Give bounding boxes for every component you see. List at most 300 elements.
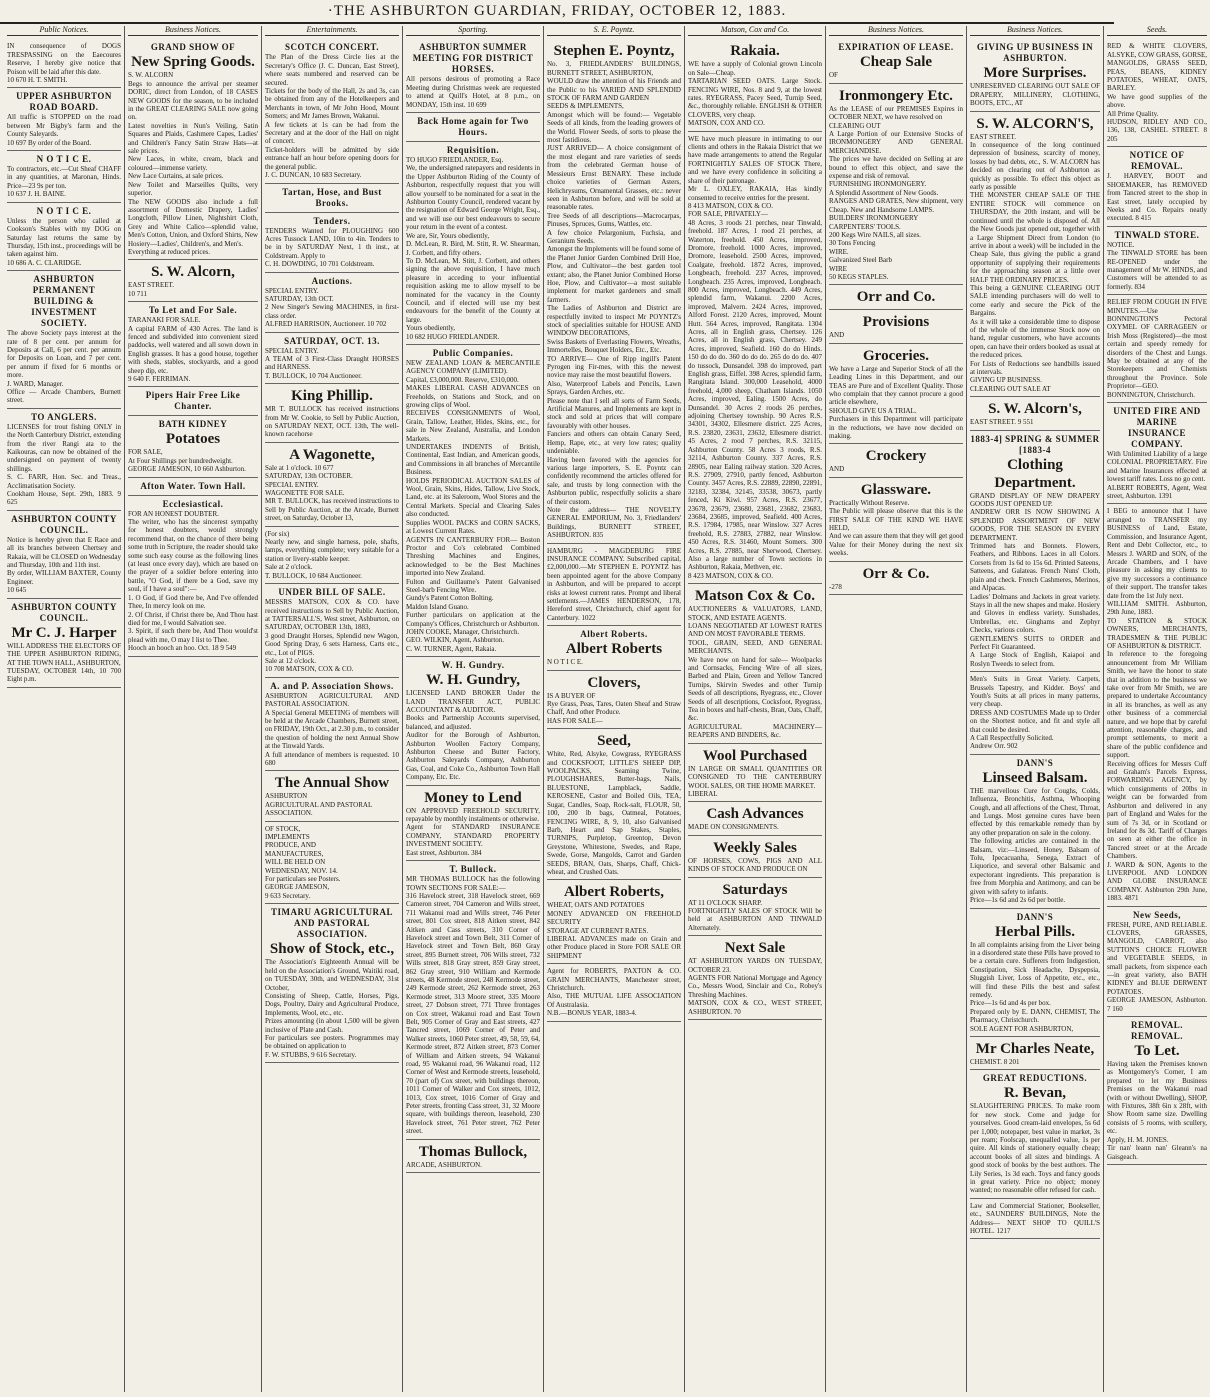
ad-display-line: R. Bevan, <box>1003 1085 1067 1102</box>
ad-text: AGRICULTURAL MACHINERY— REAPERS AND BINDERS, &c. <box>688 722 822 740</box>
advertisement <box>970 39 1100 111</box>
ad-text: OF HORSES, COWS, PIGS AND ALL KINDS OF STOCK AND PRODUCE ON <box>688 856 822 874</box>
advertisement <box>688 836 822 878</box>
ad-heading: Public Companies. <box>432 347 514 358</box>
ad-display-line: Albert Roberts, <box>564 884 664 901</box>
advertisement <box>265 771 399 821</box>
advertisement <box>547 544 681 627</box>
ad-text: FOR AN HONEST DOUBTER. <box>128 509 219 518</box>
ad-text: ANDREW ORR IS NOW SHOWING A SPLENDID ASSORTMENT OF NEW GOODS, FOR THE SEASON IN EVERY DEPARTMENT. <box>970 508 1100 542</box>
ad-heading: ASHBURTON SUMMER MEETING FOR DISTRICT HORSES. <box>412 42 534 75</box>
ad-text: New Lace Curtains, at sale prices. <box>128 172 224 181</box>
column-heading: Public Notices. <box>7 26 121 36</box>
ad-text: We are, Sir, Yours obediently, <box>406 231 490 240</box>
ad-heading: ASHBURTON COUNTY COUNCIL. <box>11 601 117 623</box>
column-1 <box>4 26 125 1392</box>
ad-text: TOOL, GRAIN, SEED, AND GENERAL MERCHANTS. <box>688 638 822 656</box>
advertisement <box>1107 147 1207 226</box>
advertisement <box>688 39 822 131</box>
advertisement <box>829 39 963 83</box>
ad-heading: GRAND SHOW OF <box>150 42 236 53</box>
ad-heading: ASHBURTON COUNTY COUNCIL. <box>11 513 117 535</box>
column-9 <box>1104 26 1210 1392</box>
advertisement <box>1107 39 1207 147</box>
advertisement <box>265 39 399 183</box>
ad-text: Fanciers and others can obtain Canary Seed, Hemp, Rape, etc., at very low rates; quality undeniable. <box>547 430 681 456</box>
advertisement <box>406 345 540 657</box>
advertisement <box>265 822 399 905</box>
ad-text: MR T. BULLOCK, has received instructions to Sell by Public Auction, at the Arcade, Burnett street, on Saturday, October 13, <box>265 497 399 523</box>
ad-text: JOHN COOKE, Manager, Christchurch. <box>406 627 520 636</box>
ad-text: Agent for ROBERTS, PAXTON & CO. GRAIN MERCHANTS, Manchester street, Christchurch. <box>547 967 681 992</box>
ad-text: IMPLEMENTS <box>265 833 310 842</box>
ad-text: CLEARING OUT <box>829 121 881 130</box>
ad-display-line: Cheap Sale <box>859 54 933 71</box>
ad-text: Purchasers in this Department will participate in the reductions, we have now decided on making. <box>829 415 963 440</box>
ad-heading: Albert Roberts. <box>580 629 648 640</box>
advertisement <box>406 1140 540 1173</box>
ad-text: We have good supplies of the above. <box>1107 92 1207 110</box>
ad-text: MAKES LIBERAL CASH ADVANCES on Freeholds, on Stations and Stock, and on growing clips of Wool. <box>406 384 540 409</box>
ad-text: East street, Ashburton. 384 <box>406 848 482 857</box>
column-3 <box>262 26 403 1392</box>
ad-display-line: S. W. Alcorn's, <box>988 401 1082 418</box>
ad-text: ON APPROVED FREEHOLD SECURITY, repayable by monthly instalments or otherwise. <box>406 806 540 824</box>
ad-text: A Special General MEETING of members will be held at the Arcade Chambers, Burnett street, on FRIDAY, 19th Oct., at 2.30 p.m., to consider the question of holding the next Annual Show at the Tinwald Yards. <box>265 708 399 751</box>
ad-text: GEORGE JAMESON, <box>265 883 330 892</box>
advertisement <box>406 786 540 861</box>
advertisement <box>1107 295 1207 403</box>
ad-text: HUDSON, RIDLEY AND CO., 136, 138, CASHEL STREET. 8 205 <box>1107 118 1207 143</box>
ad-text: A Call Respectfully Solicited. <box>970 734 1054 742</box>
ad-text: UNRESERVED CLEARING OUT SALE OF DRAPERY, MILLINERY, CLOTHING, BOOTS, ETC., AT <box>970 82 1100 108</box>
ad-display-line: Provisions <box>862 314 930 331</box>
advertisement <box>265 443 399 527</box>
ad-text: Unless the person who called at Cookson's Stables with my DOG on Saturday last returns the same by Thursday, 15th inst., proceedings will be taken against him. <box>7 216 121 259</box>
column-heading: Business Notices. <box>829 26 963 36</box>
ad-heading: UPPER ASHBURTON ROAD BOARD. <box>16 91 112 113</box>
ad-text: Cookham House, Sept. 29th, 1883. 9 625 <box>7 490 121 507</box>
ad-text: Latest novelties in Nun's Veiling, Satin Squares and Plaids, Cashmere Capes, Ladies' and Children's Fancy Satin Straw Hats—at sale prices. <box>128 121 258 156</box>
ad-text: 10 708 MATSON, COX & CO. <box>265 665 354 674</box>
ad-text: Rye Grass, Peas, Tares, Oaten Sheaf and Straw Chaff, And other Produce. <box>547 700 681 717</box>
ad-text: Swiss Baskets of Everlasting Flowers, Wreaths, Immortelles, Bouquet Holders, Etc., Etc. <box>547 337 681 355</box>
ad-heading: DANN'S <box>1016 757 1054 768</box>
ad-text: RECEIVES CONSIGNMENTS of Wool, Grain, Tallow, Leather, Hides, Skins, etc., for sale in New Zealand, Australia, and London Markets. <box>406 409 540 443</box>
column-2 <box>125 26 262 1392</box>
ad-text: We have now on hand for sale— Woolpacks and Cornsacks, Fencing Wire of all sizes, Barbed and Plain, Green and Yellow Tancred Turnips, Skirvin Swedes and other Turnip Seeds of all descriptions, Ryegrass, etc., Clover Seeds of all descriptions, Cocksfoot, Ryegrass, Tea in boxes and half-chests, Bran, Oats, Chaff, &c. <box>688 655 822 723</box>
ad-text: With Unlimited Liability of a large COLONIAL PROPRIETARY. Fire and Marine Insurances effected at lowest tariff rates. Loss no go cent. <box>1107 450 1207 484</box>
ad-text: As it will take a considerable time to dispose of the whole of the immense Stock now on hand, regular customers, who have accounts open, can have their orders booked as usual at the reduced prices. <box>970 317 1100 360</box>
advertisement <box>970 672 1100 755</box>
ad-text: SPECIAL ENTRY. <box>265 286 319 295</box>
ad-text: Also, THE MUTUAL LIFE ASSOCIATION Of Australasia. <box>547 992 681 1009</box>
ad-heading: SATURDAY, OCT. 13. <box>284 335 380 346</box>
ad-text: 8 423 MATSON, COX & CO. <box>688 571 773 580</box>
advertisement <box>547 671 681 730</box>
ad-text: SOLE AGENT FOR ASHBURTON, <box>970 1024 1074 1033</box>
ad-text: Ladies' Dolmans and Jackets in great variety. Stays in all the new shapes and make. Hosiery and Gloves in endless variety. Sunshades, Umbrellas, etc. Ginghams and Zephyr Checks, various colors. <box>970 592 1100 635</box>
ad-text: The Public will please observe that this is the FIRST SALE OF THE KIND WE HAVE HELD, <box>829 507 963 533</box>
ad-text: Notice is hereby given that E Race and all its branches between Chertsey and Rakaia, will be CLOSED on Wednesday and Thursday, 10th and 11th inst. <box>7 535 121 570</box>
ad-text: Supplies WOOL PACKS and CORN SACKS, at Lowest Current Rates. <box>406 518 540 536</box>
ad-text: ASSOCIATION. <box>265 809 313 818</box>
ad-text: Ticket-holders will be admitted by side entrance half an hour before opening doors for the general public. <box>265 145 399 171</box>
ad-text: MESSRS MATSON, COX & CO. have received instructions to Sell by Public Auction, at TATTERSALL'S, West street, Ashburton, on SATURDAY, OCTOBER 13th, 1883, <box>265 598 399 632</box>
ad-heading: Afton Water. Town Hall. <box>140 480 246 491</box>
column-heading: S. E. Poyntz. <box>547 26 681 36</box>
ad-heading: 1883-4] SPRING & SUMMER [1883-4 <box>970 433 1100 455</box>
ad-text: All persons desirous of promoting a Race Meeting during Christmas week are requested to attend at Quill's Hotel, at 8 p.m., on MONDAY, 15th inst. 10 699 <box>406 75 540 109</box>
ad-text: THE marvellous Cure for Coughs, Colds, Influenza, Bronchitis, Asthma, Whooping Cough, and all affections of the Chest, Throat, and Lungs. Most genuine cures have been effected by this remarkable remedy than by any other preparation on sale in the colony. <box>970 786 1100 837</box>
ad-heading: UNITED FIRE AND MARINE INSURANCE COMPANY. <box>1113 406 1201 450</box>
ad-display-line: A Wagonette, <box>289 446 375 463</box>
advertisement <box>547 39 681 543</box>
ad-text: Agent for STANDARD INSURANCE COMPANY, STANDARD PROPERTY INVESTMENT SOCIETY. <box>406 823 540 849</box>
advertisement <box>547 729 681 880</box>
advertisement <box>128 260 258 302</box>
ad-text: Andrew Orr. 902 <box>970 742 1018 751</box>
ad-text: WILL ADDRESS THE ELECTORS OF THE UPPER ASHBURTON RIDING, AT THE TOWN HALL, ASHBURTON, <box>7 641 121 667</box>
advertisement <box>970 1199 1100 1240</box>
ad-text: For particulars see posters. Programmes may be obtained on application to <box>265 1033 399 1051</box>
ad-text: IS A BUYER OF <box>547 691 596 700</box>
advertisement <box>970 755 1100 909</box>
ad-text: At Four Shillings per hundredweight. <box>128 456 233 465</box>
ad-text: AT 11 O'CLOCK SHARP. <box>688 898 762 907</box>
ad-display-line: Saturdays <box>722 881 788 898</box>
ad-text: Tir nan' leann nan' Gleann's na Gaisgeach. <box>1107 1144 1207 1161</box>
ad-text: 1. O God, if God there be, And I've offended Thee, In mercy look on me. <box>128 593 258 611</box>
ad-text: Mr L. OXLEY, RAKAIA, Has kindly consented to receive entries for the present. <box>688 185 822 202</box>
ad-text: FURNISHING IRONMONGERY. <box>829 180 927 189</box>
ad-text: All Prime Quality. <box>1107 109 1159 118</box>
ad-text: Trimmed hats and Bonnets. Flowers, Feathers, and Ribbons. Laces in all Colors. Corsets from 1s 6d to 15s 6d. Printed Sateens, Satteens, and Galateas. French Nuns' Cloth, plain and check. French Cashmeres, Merinos, and Alpacas. <box>970 542 1100 593</box>
column-7 <box>826 26 967 1392</box>
ad-text: 50 KEGS STAPLES. <box>829 272 889 281</box>
column-heading: Business Notices. <box>970 26 1100 36</box>
ad-display-line: Rakaia. <box>730 43 780 60</box>
ad-display-line: Groceries. <box>863 347 929 364</box>
ad-text: Begs to announce the arrival per steamer DORIC, direct from London, of 18 CASES NEW GOODS for the season, to be included in the GREAT CLEARING SALE now going on. <box>128 79 258 122</box>
ad-text: EAST STREET. 9 551 <box>970 418 1034 427</box>
ad-text: LIBERAL <box>688 789 718 798</box>
advertisement <box>128 416 258 477</box>
ad-text: New Toilet and Marseilles Quilts, very superior. <box>128 180 258 198</box>
ad-heading: UNDER BILL OF SALE. <box>278 587 386 598</box>
ad-text: Prepared only by E. DANN, CHEMIST, The Pharmacy, Christchurch. <box>970 1007 1100 1025</box>
ad-text: The Ladies of Ashburton and District are respectfully invited to inspect Mr POYNTZ's stock of specialities suitable for HOUSE AND WINDOW DECORATIONS, <box>547 304 681 338</box>
ad-text: The above Society pays interest at the rate of 8 per cent. per annum for Deposits at Call, 6 per cent. per annum for Deposits on Loan, and 7 per cent. per annum if fixed for 6 months or more. <box>7 329 121 380</box>
ad-display-line: Orr and Co. <box>856 289 936 306</box>
ad-text: TO HUGO FRIEDLANDER, Esq. <box>406 156 504 165</box>
ad-heading: TO ANGLERS. <box>31 411 97 422</box>
ad-display-line: S. W. Alcorn, <box>151 264 235 281</box>
ad-text: S. C. FARR, Hon. Sec. and Treas., Acclimatisation Society. <box>7 473 121 490</box>
ad-text: 3. Spirit, if such there be, And Thou would'st plead with me, O may I list to Thee. <box>128 627 258 644</box>
advertisement <box>829 444 963 477</box>
ad-text: For Lists of Reductions see handbills issued at intervals. <box>970 359 1100 376</box>
ad-text: A few choice Pelargonium, Fuchsia, and Geranium Seeds. <box>547 228 681 245</box>
ad-text: AGENTS IN CANTERBURY FOR— Boston Proctor and Co's celebrated Combined Threshing Machines and Engines, acknowledged to be the Best Machines imported into New Zealand. <box>406 535 540 578</box>
ad-text: ALFRED HARRISON, Auctioneer. 10 702 <box>265 320 387 329</box>
ad-text: Note the address— THE NOVELTY GENERAL EMPORIUM, No. 3, Friedlanders' Buildings, BURNETT STREET, ASHBURTON. 835 <box>547 505 681 540</box>
ad-heading: GREAT REDUCTIONS. <box>982 1073 1088 1084</box>
ad-text: JUST ARRIVED— A choice consignment of the most elegant and rare varieties of seeds from the celebrated German house of Messieurs Ernst BENARY. These include choice varieties of German Asters, Helichrysums, Ornamental Grasses, etc.: never seen in Ashburton before, and will be sold at reasonable rates. <box>547 144 681 212</box>
ad-text: IN consequence of DOGS TRESPASSING on the Eaecoures Reserve, I hereby give notice that Poison will be laid after this date. <box>7 42 121 76</box>
ad-text: C. W. TURNER, Agent, Rakaia. <box>406 644 497 653</box>
advertisement <box>128 39 258 260</box>
ad-text: Galvanized Steel Barb <box>829 256 892 265</box>
ad-text: By order, WILLIAM BAXTER, County Engineer. <box>7 569 121 586</box>
ad-text: -278 <box>829 582 842 591</box>
ad-text: White, Red, Alsyke, Cowgrass, RYEGRASS and COCKSFOOT, LITTLE'S SHEEP DIP, WOOLPACKS, Seaming Twine, PLOUGHSHARES, Butter-bags, Nails, BLUESTONE, Lampblack, Saddle, KEROSENE, Castor and Boiled Oils, TEA, Sugar, Candles, Soap, Rock-salt, FLOUR, 50, 100, 200 lb bags, Oatmeal, Potatoes, FENCING WIRE, 8, 9, 10, also Galvanised Barb, Heart and Sap Stakes, Staples, TURNIPS, Purpletop, Greentop, Devon Greystone, Whitestone, Swedes, and Rape, Swede, Gorse, Mangolds, Carrot and Garden SEEDS, BRAN, Oats, Sharps, Chaff, Chick-wheat, and Crushed Oats. <box>547 750 681 876</box>
ad-display-line: Weekly Sales <box>713 839 797 856</box>
ad-display-line: Clothing Department. <box>994 456 1076 491</box>
ad-text: C. H. DOWDING, 10 701 Coldstream. <box>265 260 375 269</box>
ad-text: Nearly new, and single harness, pole, shafts, lamps, everything complete; very suitable for a station or livery-stable keeper. <box>265 538 399 563</box>
advertisement <box>265 384 399 443</box>
ad-text: TO ARRIVE— One of Ripp ingill's Patent Pyrogen ing Fir-mes, with this the newest novice may raise the most beautiful flowers. <box>547 354 681 380</box>
ad-text: AND <box>829 465 845 474</box>
ad-heading: SCOTCH CONCERT. <box>284 42 380 53</box>
advertisement <box>970 397 1100 430</box>
ad-text: This being a GENUINE CLEARING OUT SALE intending purchasers will do well to come early and secure the Pick of the Bargains. <box>970 283 1100 318</box>
ad-text: LICENSES for trout fishing ONLY in the North Canterbury District, extending from the river Rangi ata to the Kaikouras, can now be obtained of the undersigned on payment of twenty shillings. <box>7 422 121 473</box>
ad-text: Sale at 1 o'clock. 10 677 <box>265 463 334 472</box>
advertisement <box>128 387 258 416</box>
advertisement <box>829 84 963 286</box>
ad-text: ASHBURTON <box>265 792 308 801</box>
ad-text: No. 3, FRIEDLANDERS' BUILDINGS, BURNETT STREET, ASHBURTON, <box>547 60 681 77</box>
ad-text: FORTNIGHTLY SALES OF STOCK Will be held at ASHBURTON AND TINWALD Alternately. <box>688 906 822 932</box>
advertisement <box>970 909 1100 1037</box>
advertisement <box>1107 403 1207 504</box>
ad-display-line: New Spring Goods. <box>131 54 255 71</box>
ad-text: HAS FOR SALE— <box>547 716 603 725</box>
ad-heading: NOTICE OF REMOVAL. <box>1129 150 1185 172</box>
ad-display-line: Crockery <box>865 448 927 465</box>
advertisement <box>688 802 822 835</box>
ad-heading: TINWALD STORE. <box>1114 229 1200 240</box>
ad-text: FOR SALE, <box>128 448 163 457</box>
ad-heading: N O T I C E. <box>36 154 92 165</box>
ad-text: New Laces, in white, cream, black and coloured—immense variety. <box>128 155 258 172</box>
advertisement <box>829 310 963 343</box>
ad-text: Having taken the Premises known as Montgomery's Corner, I am prepared to let my Business Premises on the Wakanui road (with or without Dwelling), SHOP, with Fixtures, 38ft 6in x 28ft, with Show Room same size. Dwelling consists of 5 rooms, with scullery, etc. <box>1107 1060 1207 1136</box>
ad-text: Gundy's Patent Cotton Bolting. <box>406 594 494 603</box>
column-heading: Seeds. <box>1107 26 1207 36</box>
ad-text: Price—1s 6d and 4s per box. <box>970 999 1051 1008</box>
ad-text: MADE ON CONSIGNMENTS. <box>688 823 779 832</box>
ad-text: HOLDS PERIODICAL AUCTION SALES of Wool, Grain, Skins, Hides, Tallow, Live Stock, Land, etc. at its Saleroom, Wool Stores and the Central Markets. Special and Clearing Sales also conducted. <box>406 476 540 519</box>
ad-text: GEO. WILKIN, Agent, Ashburton. <box>406 636 505 645</box>
ad-text: The Plan of the Dress Circle lies at the Secretary's Office (J. C. Duncan, East Street), where seats numbered and reserved can be secured. <box>265 53 399 87</box>
ad-text: Apply, H. M. JONES. <box>1107 1135 1169 1144</box>
ad-text: 2 New Singer's Sewing MACHINES, in first-class order. <box>265 303 399 320</box>
advertisement <box>970 1070 1100 1198</box>
ad-text: FRESH, PURE, AND RELIABLE. CLOVERS, GRASSES, MANGOLD, CARROT, also SUTTON'S CHOICE FLOWER and VEGETABLE SEEDS, in small packets, from sixpence each—in great variety, also BATH KIDNEY and BLUE DERWENT POTATOES. <box>1107 920 1207 996</box>
ad-heading: REMOVAL. REMOVAL. <box>1130 1020 1184 1042</box>
ad-text: SHOULD GIVE US A TRIAL. <box>829 406 917 415</box>
advertisement <box>1107 907 1207 1017</box>
ad-heading: T. Bullock. <box>449 864 497 875</box>
ad-text: RANGES AND GRATES, New shipment, very Cheap. New and Handsome LAMPS. <box>829 197 963 214</box>
advertisement <box>265 904 399 1063</box>
ad-heading: Back Home again for Two Hours. <box>417 116 529 138</box>
advertisement <box>265 678 399 772</box>
ad-heading: To Let and For Sale. <box>148 305 238 316</box>
ad-text: (For six) <box>265 529 290 538</box>
ad-text: BUILDERS' IRONMONGERY <box>829 214 919 223</box>
ad-heading: Tenders. <box>313 215 351 226</box>
ad-text: Office — Arcade Chambers, Burnett street. <box>7 387 121 405</box>
ad-text: In reference to the foregoing announcement from Mr William Smith, we have the honor to state that in addition to the business we take over from Mr Smith, we are prepared to undertake Accountancy in all its branches, as well as any other business of a commercial nature, and we hope that by careful attention, reasonable charges, and prompt settlements, to merit a share of the public confidence and support. <box>1107 650 1207 760</box>
ad-text: N.B.—BONUS YEAR, 1883-4. <box>547 1009 637 1018</box>
ad-text: HAMBURG - MAGDEBURG FIRE INSURANCE COMPANY. Subscribed capital, £2,000,000.—Mr STEPHEN E. POYNTZ has been appointed agent for the above Company in Ashburton, and will be prepared to accept risks at lowest current rates. Prompt and liberal settlements.—JAMES HENDERSON, 178, Hereford street, Christchurch, chief agent for Canterbury. 1022 <box>547 546 681 622</box>
ad-display-line: Orr & Co. <box>862 565 930 582</box>
ad-text: S. W. ALCORN <box>128 71 174 80</box>
advertisement <box>265 527 399 584</box>
column-heading: Matson, Cox and Co. <box>688 26 822 36</box>
ad-display-line: More Surprises. <box>983 65 1087 82</box>
ad-text: NEW ZEALAND LOAN & MERCANTILE AGENCY COMPANY (LIMITED). <box>406 358 540 376</box>
ad-text: WILLIAM SMITH. Ashburton, 29th June, 1883. <box>1107 599 1207 617</box>
ad-text: Also, Waterproof Labels and Pencils, Lawn Sprays, Garden Arches, etc. <box>547 379 681 397</box>
advertisement <box>547 880 681 964</box>
ad-text: GEORGE JAMESON, Ashburton. 7 160 <box>1107 996 1207 1013</box>
ad-heading: Requisition. <box>446 145 500 156</box>
ad-display-line: Wool Purchased <box>702 747 808 764</box>
ad-text: 48 Acres, 3 roods 21 perches, near Tinwald, freehold. 187 Acres, 1 rood 21 perches, at Waterton, freehold. 450 Acres, improved, Dromore, freehold. 1000 Acres, improved, Dromore, leasehold. 2500 Acres, improved, Coalgate, freehold. 1872 Acres, improved, Longbeach, freehold. 237 Acres, improved, Longbeach. 235 Acres, improved, Longbeach. 800 Acres, improved, Longbeach. 449 Acres, splendid farm, Wakanui. 2200 Acres, improved, Malvern. 2424 Acres, improved, Alford Forest. 2120 Acres, improved, Mount Hutt. 564 Acres, improved, Rangitata. 1304 Acres, all in English grass, Chertsey. 126 Acres, all in English grass, Chertsey. 249 Acres, improved, Seafield. 160 do do Hinds. 150 do do do. 360 do do do. 265 do do do. 407 do tussock, Dunsandel. 398 do improved, part English grass, Eiffel. 398 Acres, splendid farm, Rangitata Island. 300,000 Leasehold, 4000 freehold, 4,000 sheep, Chatham Islands. 1050 Acres, improved, Ealing. 1500 Acres, do Dunsandel. 30 Acres 2 roods 26 perches, adjoining Chertsey township. 90 Acres R.S. 34301, 34302, Ellesmere district. 225 Acres, R.S. 23820, 23631, 23632, Ellesmere district. 45 Acres, 2 rood 7 perches, R.S. 32115, Ashburton County. 58 Acres 3 roods, R.S. 32114, Ashburton County. 337 Acres, R.S. 28905, near Ealing railway station. 320 Acres, R.S. 27909, 27910, partly fenced, Ashburton County. 3457 Acres, R.S. 22889, 22890, 22891, 32183, 32384, 32145, 33538, 30673, partly fenced, Ki Kiwi. 957 Acres, R.S. 23677, 23678, 23679, 23680, 23681, 23682, 23683, 23684, 23685, improved, Seafield. 400 Acres, R.S. 17984, 17985, near Winslow. 327 Acres freehold, R.S. 27883, 27882, near Winslow. 450 Acres, R.S. 31460, Mount Somers. 300 Acres, R.S. 27885, near Sherwood, Chertsey. Also a large number of Town sections in Ashburton, Rakaia, Methven, etc. <box>688 218 822 572</box>
ad-text: SATURDAY, 13th OCT. <box>265 294 334 303</box>
ad-text: Maldon Island Guano. <box>406 602 469 611</box>
ad-text: TO STATION & STOCK OWNERS, MERCHANTS, TRADESMEN & THE PUBLIC OF ASHBURTON & DISTRICT. <box>1107 616 1207 650</box>
ad-text: Please note that I sell all sorts of Farm Seeds, Artificial Manures, and Implements are kept in stock and sold at prices that will compare favourably with other houses. <box>547 396 681 430</box>
ad-text: N O T I C E. <box>547 658 583 667</box>
advertisement <box>688 744 822 803</box>
advertisement <box>265 584 399 678</box>
ad-text: D. McLean, R. Bird, M. Stitt, R. W. Shearman, J. Corbett, and fifty others. <box>406 240 540 257</box>
ad-text: Law and Commercial Stationer, Bookseller, etc., SAUNDERS' BUILDINGS, Note the Address— NEXT SHOP TO QUILL'S HOTEL. 1217 <box>970 1201 1100 1236</box>
ad-heading: EXPIRATION OF LEASE. <box>838 42 954 53</box>
ad-text: Hooch an hooch an hoo. Oct. 18 9 549 <box>128 644 237 653</box>
advertisement <box>1107 504 1207 906</box>
ad-display-line: Mr C. J. Harper <box>11 624 117 641</box>
ad-text: 316 Havelock street, 318 Havelock street, 669 Cameron street, 704 Cameron and Wills street, 711 Wakanui road and Wills street, 746 Peter street, 801 Cox street, 818 Aitken street, 842 Aitken and Cass streets, 310 Corner of Havelock street and Town Belt, 311 Corner of Havelock street and Town Belt, 860 Gray street, 895 Burnett street, 706 Wills street, 732 Wills street, 818 Gray street, 859 Gray street, 862 Gray street, 910 William and Kermode streets, 48 Kermode street, 248 Kermode street, 249 Kermode street, 262 Kermode street, 263 Kermode street, 313 Moore street, 335 Moore street, 27 Dobson street, 771 Three frontages on Cox street, Wakanui road and East Town Belt, 905 Corner of Gray and East streets, 427 Tancred street, 1069 Corner of Peter and Walker streets, 1060 Peter street, 49, 58, 59, 64, Kermode street, 872 Aitken street, 873 Corner of William and Aitken streets, 94 Wakanui road, 95 Wakanui road, 96 Wakanui road, 112 Corner of West and Kermode streets, leasehold, 70 (part of) Cox street, with buildings thereon, 1011 Corner of Walker and Cox streets, 1012, 1013, Cox street, 1016 Corner of Gray and Peter streets, fronting Cass street, 31, 32 Moore square, with buildings thereon, leasehold, 230 Havelock street, 761 Peter street, 762 Peter street. <box>406 891 540 1136</box>
ad-text: OF <box>829 71 838 80</box>
ad-text: WHEAT, OATS AND POTATOES <box>547 901 645 910</box>
ad-text: LOANS NEGOTIATED AT LOWEST RATES AND ON MOST FAVORABLE TERMS. <box>688 622 822 639</box>
ad-heading: A. and P. Association Shows. <box>270 680 394 691</box>
advertisement <box>7 151 121 203</box>
ad-heading: Ecclesiastical. <box>162 498 224 509</box>
ad-text: LIBERAL ADVANCES made on Grain and other Produce placed in Store FOR SALE OR SHIPMENT <box>547 934 681 960</box>
ad-text: IN LARGE OR SMALL QUANTITIES OR CONSIGNED TO THE CANTERBURY WOOL SALES, OR THE HOME MARKET. <box>688 764 822 790</box>
ad-text: All traffic is STOPPED on the road between Mr Bigby's farm and the County Saleyards. <box>7 113 121 139</box>
ad-text: Amongst which will be found:— Vegetable Seeds of all kinds, from the leading growers of the World. Flower Seeds, of sorts to please the most fastidious. <box>547 110 681 145</box>
ad-text: 9 640 F. FERRIMAN. <box>128 375 191 383</box>
ad-text: RELIEF FROM COUGH IN FIVE MINUTES.—Use BONNINGTON'S Pectoral OXYMEL OF CARRAGEEN or Irish Moss (Registered)—the most certain and speedy remedy for disorders of the Chest and Lungs. May be obtained at any of the Storekeepers and Chemists throughout the Province. Sole Proprietor—GEO. BONNINGTON, Christchurch. <box>1107 298 1207 399</box>
advertisement <box>688 936 822 1020</box>
ad-heading: Auctions. <box>311 275 353 286</box>
ad-heading: TIMARU AGRICULTURAL AND PASTORAL ASSOCIATION. <box>271 907 393 940</box>
ad-text: We have a Large and Superior Stock of all the Leading Lines in this Department, and our TEAS are Pure and of Excellent Quality. Those who complain that they cannot procure a good article elsewhere, <box>829 364 963 407</box>
advertisement <box>128 496 258 657</box>
ad-text: SLAUGHTERING PRICES. To make room for new stock. Come and judge for yourselves. Good cream-laid envelopes, 5s 6d per 1,000; notepaper, best value in market, 3s per ream; Foolscap, unequalled value, 1s per quire. All kinds of stationery equally cheap; account books of all sizes and bindings. A good stock of books by the best authors. The Lily Series, 1s 3d each. Toys and fancy goods in great variety. Price no object; money wanted; no reasonable offer refused for cash. <box>970 1102 1100 1195</box>
ad-display-line: Ironmongery Etc. <box>839 87 953 104</box>
ad-text: A Large Portion of our Extensive Stocks of IRONMONGERY AND GENERAL MERCHANDISE. <box>829 130 963 155</box>
ad-text: WEDNESDAY, NOV. 14. <box>265 866 338 875</box>
ad-text: EAST STREET. <box>970 132 1017 141</box>
ad-text: TUESDAY, OCTOBER 14th, 10 700 Eight p.m. <box>7 666 121 684</box>
advertisement <box>265 184 399 213</box>
ad-text: PRODUCE, AND <box>265 841 316 850</box>
ad-text: MR THOMAS BULLOCK has the following TOWN SECTIONS FOR SALE:— <box>406 875 540 892</box>
ad-text: GRAND DISPLAY OF NEW DRAPERY GOODS JUST OPENED UP. <box>970 491 1100 509</box>
column-8 <box>967 26 1104 1392</box>
ad-text: Sale at 2 o'clock. <box>265 563 313 572</box>
ad-text: J. HARVEY, BOOT and SHOEMAKER, has REMOVED from Tancred street to the shop in East street, lately occupied by Neeks and Co. Repairs neatly executed. 8 415 <box>1107 172 1207 223</box>
advertisement <box>688 878 822 937</box>
ad-text: WE have much pleasure in intimating to our clients and others in the Rakaia District that we have made arrangements to attend the Regular FORTNIGHTLY SALES OF STOCK There, and we have every confidence in soliciting a share of their patronage. <box>688 134 822 185</box>
ad-text: AND <box>829 331 845 340</box>
advertisement <box>265 213 399 273</box>
ad-text: Practically Without Reserve. <box>829 498 910 507</box>
ad-display-line: W. H. Gundry, <box>425 672 521 689</box>
ad-text: AUCTIONEERS & VALUATORS, LAND, STOCK, AND ESTATE AGENTS. <box>688 605 822 622</box>
ad-heading: Tartan, Hose, and Bust Brooks. <box>282 186 382 208</box>
ad-text: 2. Of Christ, if Christ there be, And Thou hast died for me, I would Salvation see. <box>128 610 258 627</box>
ad-text: A Large Stock of English, Kaiapoi and Roslyn Tweeds to select from. <box>970 651 1100 668</box>
ad-display-line: Money to Lend <box>424 789 522 806</box>
ad-text: WE have a supply of Colonial grown Lincoln on Sale—Cheap. <box>688 60 822 77</box>
ad-display-line: Potatoes <box>165 431 221 448</box>
ad-display-line: Show of Stock, etc., <box>269 941 395 958</box>
ad-text: WAGONETTE FOR SALE. <box>265 489 345 498</box>
advertisement <box>7 409 121 511</box>
ad-text: As the LEASE of our PREMISES Expires in OCTOBER NEXT, we have resolved on <box>829 104 963 122</box>
ad-text: WIRE <box>829 264 847 273</box>
masthead: ·THE ASHBURTON GUARDIAN, FRIDAY, OCTOBER 12, 1883. <box>0 0 1114 24</box>
ad-text: RED & WHITE CLOVERS, ALSYKE, COW GRASS, GORSE, MANGOLDS, GRASS SEED, PEAS, BEANS, KIDNEY POTATOES, WHEAT, OATS, BARLEY. <box>1107 42 1207 93</box>
ad-display-line: Next Sale <box>724 940 786 957</box>
ad-text: Tree Seeds of all descriptions—Macrocarpas, Pinuses, Spruces, Gums, Wattles, etc. <box>547 211 681 229</box>
ad-text: A capital FARM of 430 Acres. The land is fenced and subdivided into convenient sized paddocks, well watered and all sown down in English grasses. It has a good house, together with sheds, stables, stockyards, and a good sheep dip, etc. <box>128 324 258 375</box>
ad-text: ASHBURTON AGRICULTURAL AND PASTORAL ASSOCIATION. <box>265 691 399 709</box>
advertisement <box>406 657 540 785</box>
ad-display-line: S. W. ALCORN'S, <box>976 115 1094 132</box>
ad-text: And we can assure them that they will get good Value for their Money during the next six weeks. <box>829 532 963 558</box>
ad-display-line: Herbal Pills. <box>995 923 1075 940</box>
ad-text: CLEARING OUT SALE AT <box>970 384 1051 393</box>
ad-text: To contractors, etc.—Cut Sheaf CHAFF in any quantities, at Maronan, Hinds. Price—23 9s per ton. <box>7 165 121 190</box>
ad-text: FOR SALE, PRIVATELY— <box>688 210 768 219</box>
ad-display-line: Linseed Balsam. <box>982 769 1088 786</box>
advertisement <box>7 599 121 688</box>
ad-text: Sale at 12 o'clock. <box>265 656 317 665</box>
advertisement <box>829 285 963 310</box>
page-columns <box>4 25 1207 1392</box>
ad-text: In consequence of the long continued depression of business, scarcity of money, losses by bad debts, etc., S. W. ALCORN has decided on clearing out of Ashburton as quickly as possible. To effect this object as early as possible <box>970 141 1100 192</box>
ad-text: 3 good Draught Horses, Splendid new Wagon, Good Spring Dray, 6 sets Harness, Carts etc., etc., Lot of PIGS. <box>265 631 399 657</box>
ad-heading: BATH KIDNEY <box>158 419 228 430</box>
ad-text: TARANAKI FOR SALE. <box>128 316 201 325</box>
advertisement <box>406 39 540 113</box>
ad-text: ARCADE, ASHBURTON. <box>406 1160 482 1169</box>
ad-display-line: Cash Advances <box>706 806 804 823</box>
ad-text: To D. McLean, M. Stitt, J. Corbett, and others signing the above requisition, I have much pleasure in acceding to your influential requisition asking me to allow myself to be nominated for the vacancy in the County Council, and if elected will use my best endeavours for the benefit of the County at large. <box>406 256 540 324</box>
